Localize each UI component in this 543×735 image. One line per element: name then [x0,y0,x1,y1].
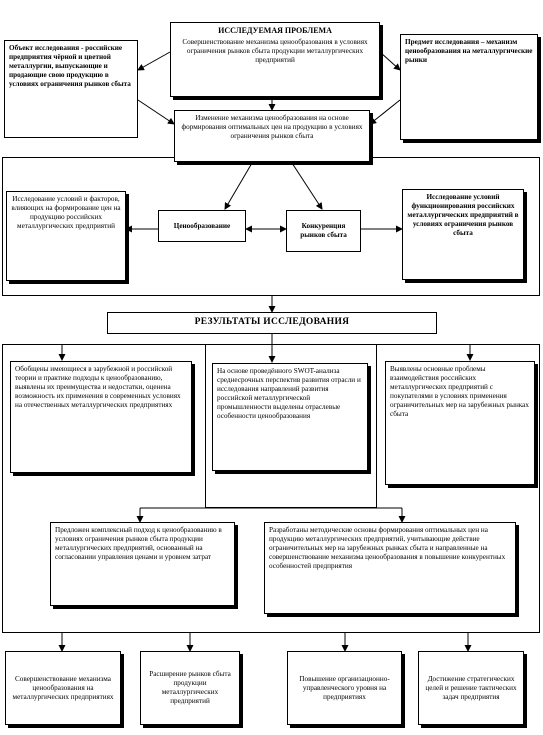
result-text-5: Разработаны методические основы формирования оптимальных цен на продукцию металлургических предприятий, учитывающие действие ограничительных мер на зарубежных рынках сбыта и направленные на совершенствование механизма ценообразования в повышение конкурентных особенностей предприятия [269,526,506,570]
goal-box [174,110,370,162]
outcome-box-1 [5,651,121,725]
object-box [4,40,138,138]
problem-title: ИССЛЕДУЕМАЯ ПРОБЛЕМА [218,26,332,35]
outcome-text-2: Расширение рынков сбыта продукции металлургических предприятий [149,670,231,705]
result-text-3: Выявлены основные проблемы взаимодействия российских металлургических предприятий с покупателями в условиях применения ограничительных мер на зарубежных рынках сбыта [390,365,529,418]
result-text-4: Предложен комплексный подход к ценообразованию в условиях ограничения рынков сбыта продукции металлургических предприятий, основанный на согласовании управления ценами и уровнем затрат [55,526,222,561]
arrow-problem-object [138,52,170,70]
outcome-text-1: Совершенствование механизма ценообразования на металлургических предприятиях [12,674,114,701]
result-box-2 [212,363,368,471]
competition-text: Конкуренция рынков сбыта [300,222,347,239]
left-research-box [6,191,126,281]
results-title: РЕЗУЛЬТАТЫ ИССЛЕДОВАНИЯ [194,317,350,328]
outcome-text-3: Повышение организационно-управленческого уровня на предприятиях [299,674,390,701]
problem-text: Совершенствование механизма ценообразования в условиях ограничения рынков сбыта продукции металлургических предприятий [182,38,368,64]
outcome-text-4: Достижение стратегических целей и решение тактических задач предприятия [425,674,517,701]
result-text-1: Обобщены имеющиеся в зарубежной и российской теории и практике подходы к ценообразованию, выявлены их преимущества и недостатки, оценена возможность их применения в современных условиях на отечественных металлургических предприятиях [15,365,181,409]
arrow-problem-subject [380,52,400,70]
result-box-3 [385,361,535,485]
problem-box [170,22,380,97]
arrow-object-goal [138,100,174,124]
result-box-5 [264,522,516,614]
arrow-subject-goal [370,100,400,124]
results-title-box [107,312,437,334]
result-box-4 [50,522,235,606]
goal-text: Изменение механизма ценообразования на основе формирования оптимальных цен на продукцию в условиях ограничения рынков сбыта [181,114,363,140]
pricing-text: Ценообразование [173,221,231,230]
right-research-text: Исследование условий функционирования российских металлургических предприятий в условиях ограничения рынков сбыта [407,193,519,237]
result-text-2: На основе проведённого SWOT-анализа среднесрочных перспектив развития отрасли и исследования направлений развития российской металлургической промышленности выделены отраслевые особенности ценообразования [217,367,361,420]
competition-box [286,210,361,252]
subject-box [400,34,538,140]
object-text: Объект исследования - российские предприятия чёрной и цветной металлургии, выпускающие и продающие свою продукцию в условиях ограничения рынков сбыта [9,44,131,88]
result-box-1 [10,361,192,473]
right-research-box [402,189,524,280]
subject-text: Предмет исследования – механизм ценообразования на металлургические рынки [405,38,533,64]
outcome-box-4 [418,651,524,725]
pricing-box [158,210,246,242]
outcome-box-2 [140,651,240,725]
outcome-box-3 [287,651,402,725]
left-research-text: Исследование условий и факторов, влияющих на формирование цен на продукцию российских металлургических предприятий [11,195,121,230]
